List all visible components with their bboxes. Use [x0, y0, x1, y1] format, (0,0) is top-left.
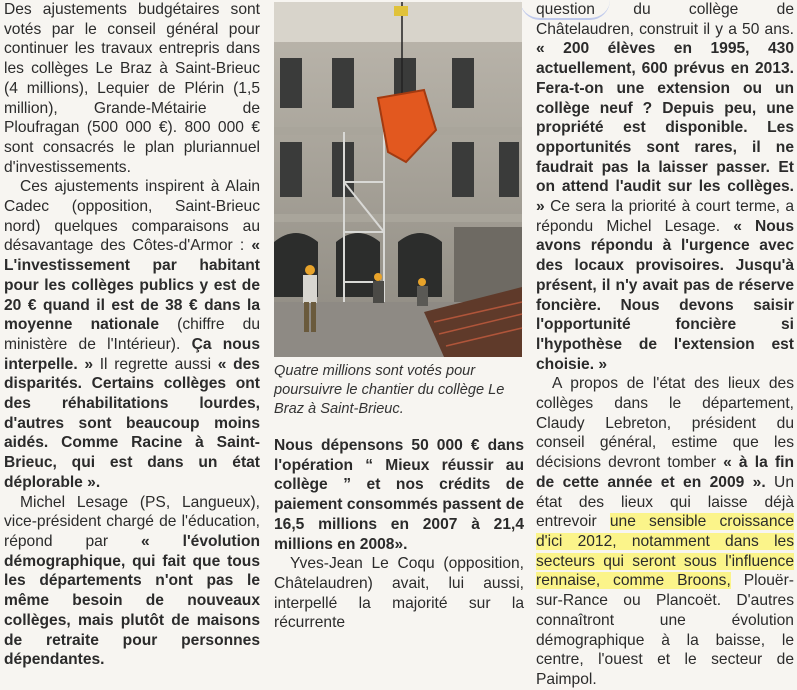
text-segment: Michel Lesage (PS, Langueux), vice-président chargé de l'éducation, répond par — [4, 493, 260, 550]
left-column — [4, 0, 261, 669]
text-segment: Plouër-sur-Rance ou Plancoët. D'autres connaîtront une évolution démographique à la baisse, le centre, l'ouest et le secteur de Paimpol. — [536, 572, 794, 688]
middle-column — [274, 436, 524, 632]
quote-urgence: « Nous avons répondu à l'urgence avec des locaux provisoires. Jusqu'à présent, il n'y avait pas de réserve foncière. Nous devons saisir l'opportunité foncière si l'hypothèse de l'extension est choisie. » — [536, 217, 794, 373]
quote-investment: « L'investissement par habitant pour les collèges publics y est de 20 € quand il est de 38 € dans la moyenne nationale — [4, 237, 260, 334]
quote-demographie: « l'évolution démographique, qui fait que tous les départements n'ont pas le même besoin de nouveaux collèges, mais plutôt de maisons de retraite pour personnes dépendantes. — [4, 532, 260, 669]
paragraph-lesage — [4, 493, 260, 670]
paragraph-budget: Des ajustements budgétaires sont votés par le conseil général pour continuer les travaux entrepris dans les collèges Le Braz à Saint-Brieuc (4 millions), Lequier de Plérin (1,5 million), Grande-Métairie de Ploufragan (500 000 €). 800 000 € sont consacrés le plan pluriannuel d'investissements. — [4, 1, 260, 176]
construction-site-image — [274, 2, 522, 357]
paragraph-lecoqu: Yves-Jean Le Coqu (opposition, Châtelaudren) avait, lui aussi, interpellé la majorité sur la récurrente — [274, 555, 524, 632]
text-segment: Ce sera la priorité à court terme, a répondu Michel Lesage. — [536, 198, 794, 235]
photo-caption: Quatre millions sont votés pour poursuivre le chantier du collège Le Braz à Saint-Brieuc. — [274, 363, 505, 417]
paragraph-depenses: Nous dépensons 50 000 € dans l'opération “ Mieux réussir au collège ” et nos crédits de paiement consommés passent de 16,5 millions en 2007 à 21,4 millions en 2008». — [274, 437, 524, 553]
quote-disparites: « des disparités. Certains collèges ont des réhabilitations lourdes, d'autres sont beaucoup moins aidés. Comme Racine à Saint-Brieuc, qui est dans un état déplorable ». — [4, 355, 260, 491]
quote-interpelle: Ça nous interpelle. » — [4, 335, 261, 373]
text-segment: Il regrette aussi — [93, 355, 218, 373]
quote-fin-annee: « à la fin de cette année et en 2009 ». — [536, 454, 794, 491]
text-segment: (chiffre du ministère de l'Intérieur). — [4, 316, 260, 353]
highlighted-text: une sensible croissance d'ici 2012, notamment dans les secteurs qui seront sous l'influence rennaise, comme Broons, — [536, 513, 794, 590]
text-segment: Un état des lieux qui laisse déjà entrevoir — [536, 473, 794, 531]
construction-photo — [274, 2, 522, 357]
text-segment: question du collège de Châtelaudren, construit il y a 50 ans. — [536, 1, 794, 38]
text-segment: Ces ajustements inspirent à Alain Cadec (opposition, Saint-Brieuc nord) quelques comparaisons au désavantage des Côtes-d'Armor : — [4, 178, 260, 255]
paragraph-lebreton — [536, 374, 794, 689]
right-column — [536, 0, 794, 688]
text-segment: A propos de l'état des lieux des collèges dans le département, Claudy Lebreton, président du conseil général, estime que les décisions devront tomber — [536, 375, 794, 472]
paragraph-chatelaudren — [536, 0, 794, 374]
paragraph-cadec — [4, 177, 260, 492]
quote-eleves: « 200 élèves en 1995, 430 actuellement, 600 prévus en 2013. Fera-t-on une extension ou un collège neuf ? Depuis peu, une propriété est disponible. Les opportunités sont rares, il ne faudrait pas la laisser passer. Et on attend l'audit sur les collèges. » — [536, 40, 794, 216]
